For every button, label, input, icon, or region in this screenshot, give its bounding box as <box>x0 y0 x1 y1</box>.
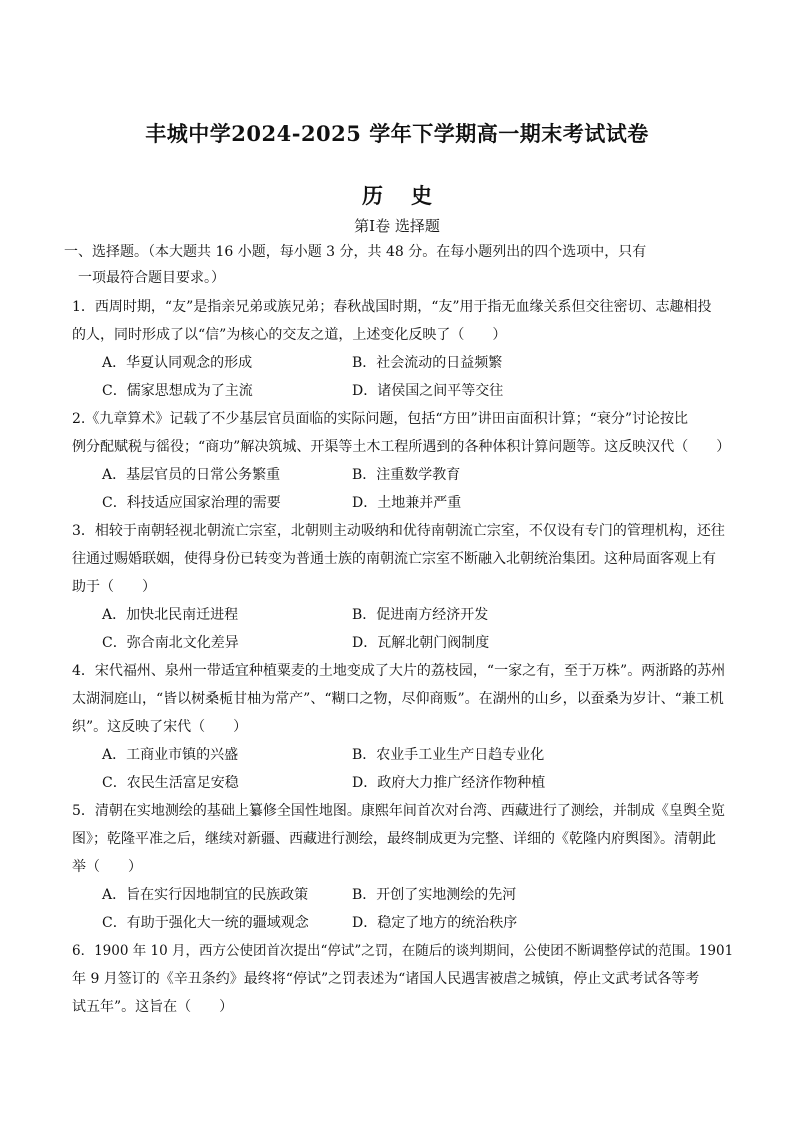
subject-heading: 历史 <box>362 183 460 208</box>
question-1-option-b[interactable]: B．社会流动的日益频繁 <box>352 355 503 371</box>
question-1-option-c[interactable]: C．儒家思想成为了主流 <box>102 383 253 399</box>
question-3-option-b[interactable]: B．促进南方经济开发 <box>352 607 489 623</box>
question-1-text: 1．西周时期，“友”是指亲兄弟或族兄弟；春秋战国时期，“友”用于指无血缘关系但交往密切、志趣相投 <box>72 299 712 315</box>
question-5-text: 图》；乾隆平准之后，继续对新疆、西藏进行测绘，最终制成更为完整、详细的《乾隆内府舆图》。清朝此 <box>72 831 716 847</box>
question-4-text: 太湖洞庭山，“皆以树桑栀甘柚为常产”、“糊口之物，尽仰商贩”。在湖州的山乡，以蚕桑为岁计、“兼工机 <box>72 691 724 707</box>
question-3-text: 往通过赐婚联姻，使得身份已转变为普通士族的南朝流亡宗室不断融入北朝统治集团。这种局面客观上有 <box>72 551 716 567</box>
section-instruction: 一项最符合题目要求。） <box>78 270 225 286</box>
question-3-option-a[interactable]: A．加快北民南迁进程 <box>102 607 239 623</box>
question-4-text: 织”。这反映了宋代（ ） <box>72 719 248 735</box>
question-3-text: 3．相较于南朝轻视北朝流亡宗室，北朝则主动吸纳和优待南朝流亡宗室，不仅设有专门的管理机构，还往 <box>72 523 725 539</box>
question-3-text: 助于（ ） <box>72 579 156 595</box>
question-5-text: 举（ ） <box>72 859 142 875</box>
question-1-option-a[interactable]: A．华夏认同观念的形成 <box>102 355 253 371</box>
question-1-text: 的人，同时形成了以“信”为核心的交友之道，上述变化反映了（ ） <box>72 327 507 343</box>
question-2-option-d[interactable]: D．土地兼并严重 <box>352 495 462 511</box>
question-6-text: 6．1900 年 10 月，西方公使团首次提出“停试”之罚，在随后的谈判期间，公使团不断调整停试的范围。1901 <box>72 943 734 959</box>
question-2-text: 例分配赋税与徭役；“商功”解决筑城、开渠等土木工程所遇到的各种体积计算问题等。这反映汉代（ ） <box>72 439 731 455</box>
question-4-option-a[interactable]: A．工商业市镇的兴盛 <box>102 747 239 763</box>
question-4-option-b[interactable]: B．农业手工业生产日趋专业化 <box>352 747 545 763</box>
question-2-option-a[interactable]: A．基层官员的日常公务繁重 <box>102 467 281 483</box>
question-6-text: 年 9 月签订的《辛丑条约》最终将“停试”之罚表述为“诸国人民遇害被虐之城镇，停止文武考试各等考 <box>72 971 700 987</box>
question-5-text: 5．清朝在实地测绘的基础上纂修全国性地图。康熙年间首次对台湾、西藏进行了测绘，并制成《皇舆全览 <box>72 803 725 819</box>
volume-heading: 第Ⅰ卷 选择题 <box>354 217 440 235</box>
question-4-text: 4．宋代福州、泉州一带适宜种植粟麦的土地变成了大片的荔枝园，“一家之有，至于万株”。两浙路的苏州 <box>72 663 726 679</box>
question-6-text: 试五年”。这旨在（ ） <box>72 999 234 1015</box>
question-3-option-c[interactable]: C．弥合南北文化差异 <box>102 635 239 651</box>
question-2-option-b[interactable]: B．注重数学教育 <box>352 467 461 483</box>
question-5-option-a[interactable]: A．旨在实行因地制宜的民族政策 <box>102 887 309 903</box>
question-4-option-d[interactable]: D．政府大力推广经济作物种植 <box>352 775 546 791</box>
question-1-option-d[interactable]: D．诸侯国之间平等交往 <box>352 383 504 399</box>
question-2-option-c[interactable]: C．科技适应国家治理的需要 <box>102 495 281 511</box>
question-3-option-d[interactable]: D．瓦解北朝门阀制度 <box>352 635 490 651</box>
question-5-option-b[interactable]: B．开创了实地测绘的先河 <box>352 887 517 903</box>
question-4-option-c[interactable]: C．农民生活富足安稳 <box>102 775 239 791</box>
section-instruction: 一、选择题。（本大题共 16 小题，每小题 3 分，共 48 分。在每小题列出的四个选项中，只有 <box>64 244 647 260</box>
question-5-option-c[interactable]: C．有助于强化大一统的疆域观念 <box>102 915 309 931</box>
question-2-text: 2.《九章算术》记载了不少基层官员面临的实际问题，包括“方田”讲田亩面积计算；“衰分”讨论按比 <box>72 411 688 427</box>
exam-title: 丰城中学2024-2025 学年下学期高一期末考试试卷 <box>145 121 649 146</box>
question-5-option-d[interactable]: D．稳定了地方的统治秩序 <box>352 915 518 931</box>
